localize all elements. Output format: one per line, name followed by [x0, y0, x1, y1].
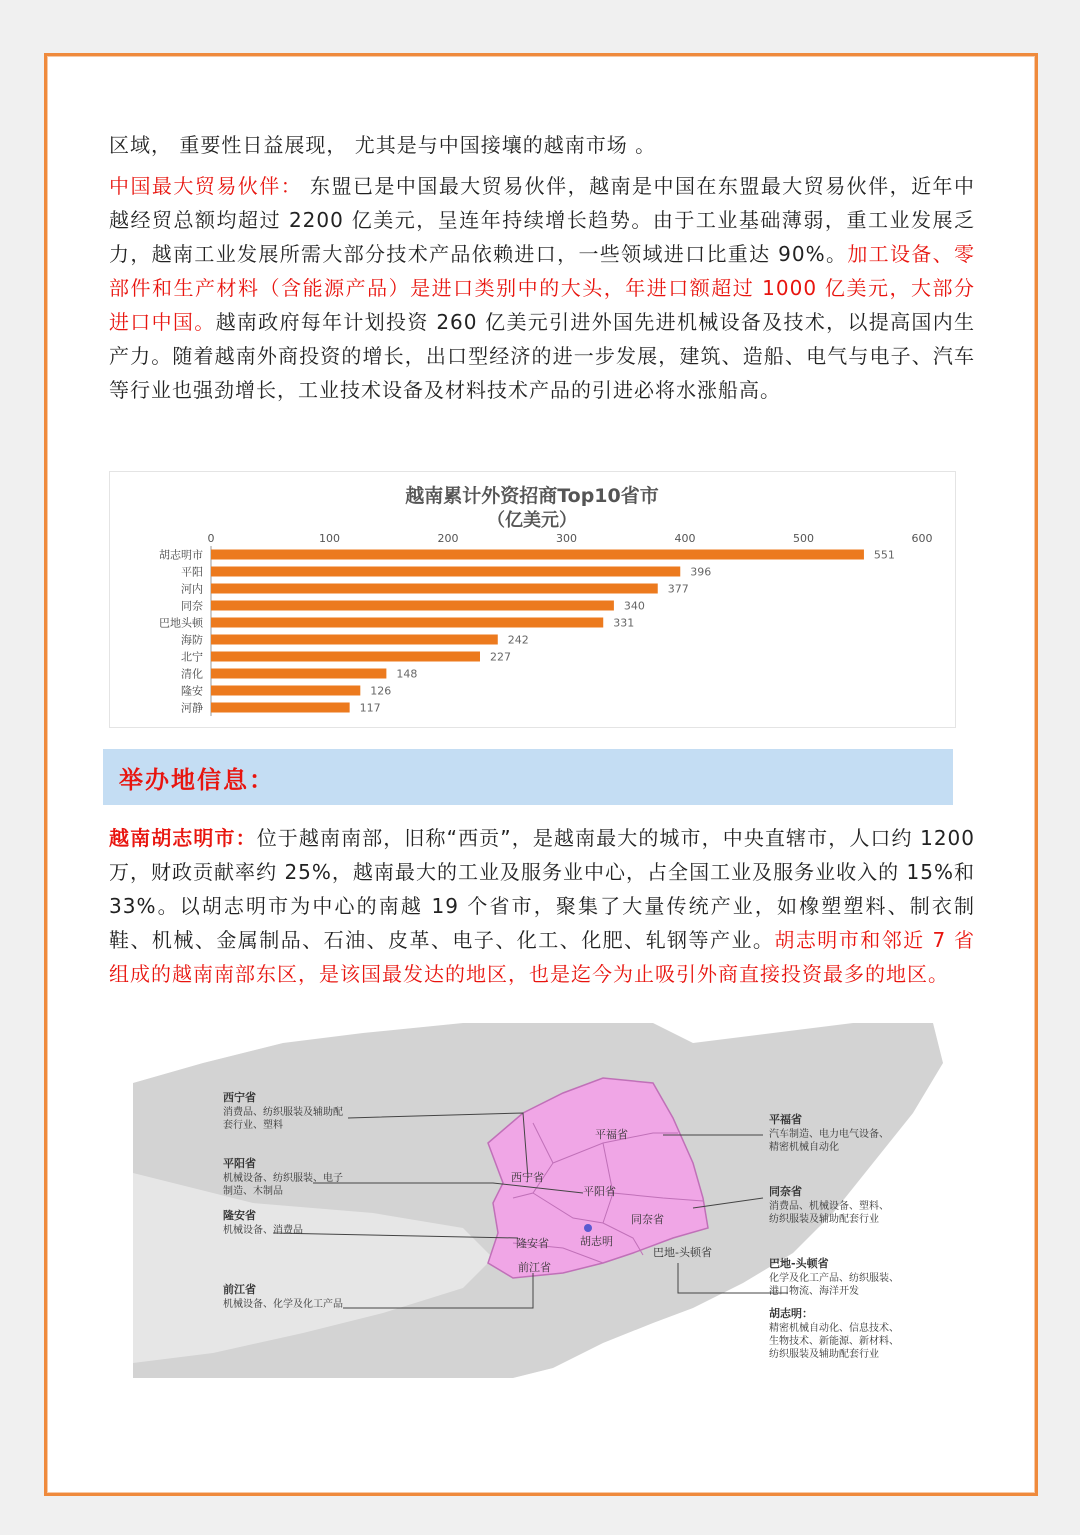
chart-bar [211, 618, 603, 628]
chart-data-label: 117 [359, 701, 381, 715]
chart-data-label: 331 [613, 616, 635, 630]
note-name-tayninh: 西宁省 [223, 1091, 256, 1104]
chart-tick-label: 200 [437, 532, 459, 545]
chart-category-label: 平阳 [181, 565, 203, 579]
region-map [133, 1023, 973, 1378]
hcm-body: 位于越南南部，旧称“西贡”，是越南最大的城市，中央直辖市，人口约 1200 万，财政贡献率约 25%，越南最大的工业及服务业中心，占全国工业及服务业收入的 15%和 33%。以胡志明市为中心的南越 19 个省市，聚集了大量传统产业，如橡塑塑料、制衣制鞋、机械、金属制品、石油、皮革、电子、化工、化肥、轧钢等产业。 [109, 826, 975, 952]
chart-data-label: 377 [667, 582, 689, 596]
note-desc2-dongnai: 纺织服装及辅助配套行业 [769, 1214, 879, 1225]
note-desc1-binhphuoc: 汽车制造、电力电气设备、 [769, 1129, 889, 1140]
note-name-dongnai: 同奈省 [769, 1185, 802, 1198]
chart-data-label: 242 [507, 633, 529, 647]
note-desc1-tayninh: 消费品、纺织服装及辅助配 [223, 1107, 343, 1118]
chart-data-label: 396 [690, 565, 712, 579]
note-desc2-baria: 港口物流、海洋开发 [769, 1286, 859, 1297]
chart-tick-label: 0 [207, 532, 215, 545]
chart-data-label: 148 [396, 667, 418, 681]
map-label-longan: 隆安省 [516, 1237, 549, 1250]
note-name-baria: 巴地-头顿省 [769, 1257, 829, 1270]
note-desc2-hcm: 生物技术、新能源、新材料、 [769, 1336, 899, 1347]
chart-tick-label: 300 [556, 532, 577, 545]
note-desc1-hcm: 精密机械自动化、信息技术、 [769, 1323, 899, 1334]
chart-bar [211, 550, 864, 560]
note-desc3-hcm: 纺织服装及辅助配套行业 [769, 1349, 879, 1360]
note-name-binhduong: 平阳省 [223, 1157, 256, 1170]
chart-tick-label: 500 [793, 532, 814, 545]
map-label-hcm: 胡志明 [580, 1235, 613, 1248]
trade-paragraph [109, 169, 975, 407]
note-name-tiengiang: 前江省 [223, 1283, 256, 1296]
chart-category-label: 海防 [181, 633, 203, 647]
trade-body-1: 东盟已是中国最大贸易伙伴，越南是中国在东盟最大贸易伙伴，近年中越经贸总额均超过 2200 亿美元，呈连年持续增长趋势。由于工业基础薄弱，重工业发展乏力，越南工业发展所需大部分技术产品依赖进口，一些领域进口比重达 90%。 [109, 174, 976, 266]
chart-category-label: 胡志明市 [159, 548, 203, 562]
trade-highlight: 加工设备、零部件和生产材料（含能源产品）是进口类别中的大头，年进口额超过 1000 亿美元，大部分进口中国。 [109, 242, 976, 334]
intro-paragraph [109, 128, 975, 162]
map-label-dongnai: 同奈省 [631, 1213, 664, 1226]
chart-category-label: 清化 [181, 667, 203, 681]
note-desc2-binhduong: 制造、木制品 [223, 1186, 283, 1197]
chart-bar [211, 686, 360, 696]
chart-tick-label: 400 [674, 532, 696, 545]
chart-bar [211, 652, 480, 662]
note-desc2-tayninh: 套行业、塑料 [223, 1120, 283, 1131]
chart-data-label: 551 [873, 548, 895, 562]
note-desc1-baria: 化学及化工产品、纺织服装、 [769, 1273, 899, 1284]
chart-subtitle: （亿美元） [487, 510, 577, 531]
note-name-hcm: 胡志明： [769, 1307, 813, 1320]
chart-bar [211, 669, 386, 679]
note-name-binhphuoc: 平福省 [769, 1113, 802, 1126]
map-label-binhphuoc: 平福省 [595, 1128, 628, 1141]
chart-category-label: 河静 [181, 701, 203, 715]
map-label-tiengiang: 前江省 [518, 1261, 551, 1274]
chart-title: 越南累计外资招商Top10省市 [405, 485, 659, 507]
chart-tick-label: 100 [319, 532, 340, 545]
trade-body-2: 越南政府每年计划投资 260 亿美元引进外国先进机械设备及技术，以提高国内生产力。随着越南外商投资的增长，出口型经济的进一步发展，建筑、造船、电气与电子、汽车等行业也强劲增长，工业技术设备及材料技术产品的引进必将水涨船高。 [109, 310, 976, 402]
map-label-tayninh: 西宁省 [511, 1171, 544, 1184]
chart-data-label: 340 [623, 599, 645, 613]
chart-bar [211, 703, 350, 713]
chart-bar [211, 567, 680, 577]
region-map-svg [133, 1023, 973, 1378]
note-name-longan: 隆安省 [223, 1209, 256, 1222]
note-desc1-longan: 机械设备、消费品 [223, 1225, 303, 1236]
note-desc1-binhduong: 机械设备、纺织服装、电子 [223, 1173, 343, 1184]
chart-data-label: 227 [489, 650, 511, 664]
intro-text: 区域， 重要性日益展现， 尤其是与中国接壤的越南市场 。 [109, 133, 657, 157]
map-label-baria: 巴地-头顿省 [653, 1246, 712, 1259]
chart-tick-group [208, 532, 933, 545]
chart-bar [211, 601, 614, 611]
note-desc1-dongnai: 消费品、机械设备、塑料、 [769, 1201, 889, 1212]
chart-bar-group [159, 546, 895, 716]
hcm-lead: 越南胡志明市： [109, 826, 257, 850]
investment-chart [109, 471, 956, 728]
map-label-binhduong: 平阳省 [583, 1185, 616, 1198]
chart-category-label: 同奈 [181, 599, 203, 613]
chart-bar [211, 584, 658, 594]
chart-category-label: 北宁 [181, 650, 203, 664]
note-desc1-tiengiang: 机械设备、化学及化工产品 [223, 1299, 343, 1310]
hcm-paragraph [109, 821, 975, 991]
note-desc2-binhphuoc: 精密机械自动化 [769, 1142, 839, 1153]
chart-category-label: 河内 [181, 582, 203, 596]
page-frame [44, 53, 1038, 1496]
section-header [103, 749, 953, 805]
hcm-marker [584, 1224, 592, 1232]
investment-chart-svg [110, 472, 955, 727]
chart-tick-label: 600 [911, 532, 933, 545]
chart-data-label: 126 [370, 684, 392, 698]
hcm-highlight: 胡志明市和邻近 7 省组成的越南南部东区，是该国最发达的地区，也是迄今为止吸引外商直接投资最多的地区。 [109, 928, 975, 986]
chart-category-label: 巴地头顿 [159, 616, 203, 630]
trade-lead: 中国最大贸易伙伴： [109, 174, 303, 198]
chart-bar [211, 635, 498, 645]
section-title: 举办地信息： [119, 766, 275, 794]
chart-category-label: 隆安 [181, 684, 203, 698]
